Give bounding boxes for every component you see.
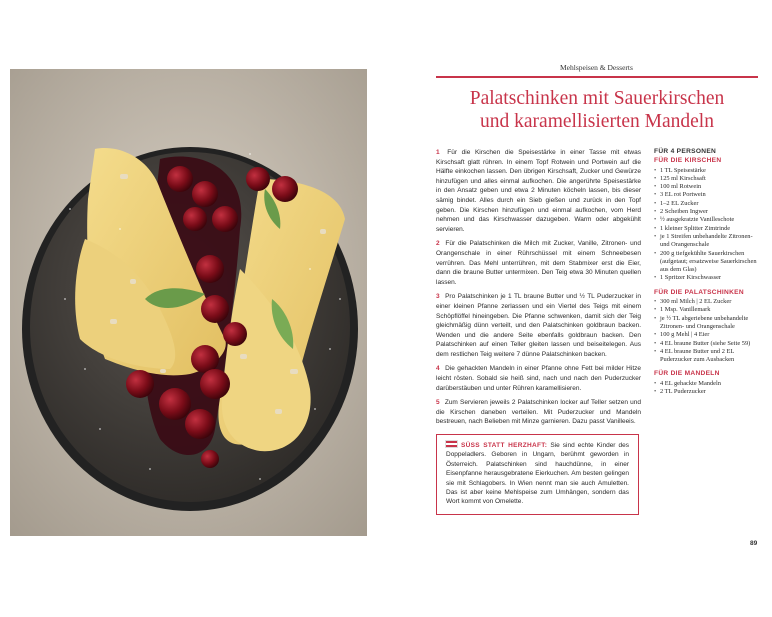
ingredient-item: • 100 ml Rotwein [654,183,702,191]
ingredient-group-heading: FÜR DIE KIRSCHEN [654,157,722,165]
recipe-title-line2: und karamellisierten Mandeln [480,111,714,132]
tip-heading: SÜSS STATT HERZHAFT: [461,442,548,449]
section-header: Mehlspeisen & Desserts [560,63,633,72]
recipe-step [436,364,641,393]
header-rule [436,76,758,78]
ingredient-item: • 1 Spritzer Kirschwasser [654,274,722,282]
tip-text: Sie sind echte Kinder des Doppeladlers. Geboren in Ungarn, berühmt geworden in Österreich. Palatschinken sind hauchdünne, in einer Eisenpfanne herausgebratene Eierkuchen. Am besten gelingen sie mit Schlagobers. In Wien nennt man sie auch Amuletten. Das ist aber keine Mehlspeise zum Umhängen, sondern das Wort kommt von Omelette. [446,442,629,506]
ingredient-item: • 4 EL gehackte Mandeln [654,379,721,387]
recipe-title [436,87,758,133]
recipe-step [436,398,641,427]
ingredient-item: • je 1 Streifen unbehandelte Zitronen- und Orangenschale [654,232,753,249]
tip-box [436,434,639,515]
ingredient-item: • 4 EL braune Butter (siehe Seite 59) [654,339,751,347]
ingredient-item: • 1 Msp. Vanillemark [654,306,711,314]
ingredient-item: • 1 kleiner Splitter Zimtrinde [654,224,731,232]
ingredient-item: • 300 ml Milch | 2 EL Zucker [654,298,732,306]
recipe-step [436,292,641,359]
step-text: Für die Kirschen die Speisestärke in einer Tasse mit etwas Kirschsaft glatt rühren. In einem Topf Rotwein und Portwein auf die Hälfte einkochen lassen. Den übrigen Kirschsaft, Zucker und Gewürze hinzufügen und alles einmal aufkochen. Die angerührte Speisestärke in den Ansatz geben und etwa 2 Minuten köcheln lassen, bis dieser sämig bindet. Alles durch ein Sieb gießen und zurück in den Topf geben. Die Kirschen hinzufügen und einmal aufkochen, vom Herd nehmen und das Kirschwasser dazugeben. Warm oder abgekühlt servieren. [436,149,641,233]
step-text: Die gehackten Mandeln in einer Pfanne ohne Fett bei milder Hitze leicht rösten. Sobald sie heiß sind, nach und nach den Puderzucker darüberstäuben und unter Rühren karamellisieren. [436,365,641,392]
ingredient-item: • ½ ausgekratzte Vanilleschote [654,216,735,224]
step-number: 4 [436,365,440,373]
ingredient-item: • 1 TL Speisestärke [654,166,706,174]
recipe-step [436,239,641,287]
step-text: Pro Palatschinken je 1 TL braune Butter und ½ TL Puderzucker in einer kleinen Pfanne zerlassen und ein Viertel des Teigs mit einem Schöpflöffel hineingeben. Die Pfanne schwenken, damit sich der Teig gleichmäßig dünn verteilt, und den Palatschinken goldbraun backen. Wenden und die andere Seite ebenfalls goldbraun backen. Den Palatschinken auf einen Teller gleiten lassen und beiseitelegen. Aus dem restlichen Teig weitere 7 dünne Palatschinken backen. [436,293,641,358]
ingredient-item: • 100 g Mehl | 4 Eier [654,331,710,339]
recipe-steps [436,148,641,432]
step-number: 3 [436,293,440,301]
ingredient-item: • 3 EL rot Portwein [654,191,706,199]
step-text: Für die Palatschinken die Milch mit Zucker, Vanille, Zitronen- und Orangenschale in einer Rührschüssel mit einem Schneebesen verrühren. Das Mehl unterrühren, mit dem Stabmixer erst die Eier, dann die braune Butter untermixen. Den Teig etwa 30 Minuten quellen lassen. [436,240,641,286]
ingredient-item: • 2 TL Puderzucker [654,388,706,396]
ingredient-item: • 4 EL braune Butter und 2 EL Puderzucker zum Ausbacken [654,347,735,364]
ingredient-item: • je ½ TL abgeriebene unbehandelte Zitronen- und Orangenschale [654,314,749,330]
step-number: 1 [436,149,440,156]
austria-flag-icon [446,441,457,447]
step-number: 2 [436,240,440,248]
ingredient-group-heading: FÜR DIE MANDELN [654,370,720,378]
servings-label: FÜR 4 PERSONEN [654,148,717,155]
ingredient-item: • 2 Scheiben Ingwer [654,208,708,216]
recipe-title-line1: Palatschinken mit Sauerkirschen [469,88,725,109]
step-text: Zum Servieren jeweils 2 Palatschinken locker auf Teller setzen und die Kirschen daneben verteilen. Mit Puderzucker und Mandeln bestreuen, nach Belieben mit Minze garnieren. Dazu passt Vanilleeis. [436,399,641,426]
recipe-photo [10,69,367,536]
step-number: 5 [436,399,440,407]
page-number: 89 [750,540,758,547]
ingredient-item: • 1–2 EL Zucker [654,199,699,207]
ingredient-item: • 200 g tiefgekühlte Sauerkirschen (aufgetaut; ersatzweise Sauerkirschen aus dem Glas) [654,249,757,274]
ingredient-group-heading: FÜR DIE PALATSCHINKEN [654,288,744,296]
ingredient-list [654,148,762,396]
recipe-step [436,148,641,234]
ingredient-item: • 125 ml Kirschsaft [654,174,706,182]
